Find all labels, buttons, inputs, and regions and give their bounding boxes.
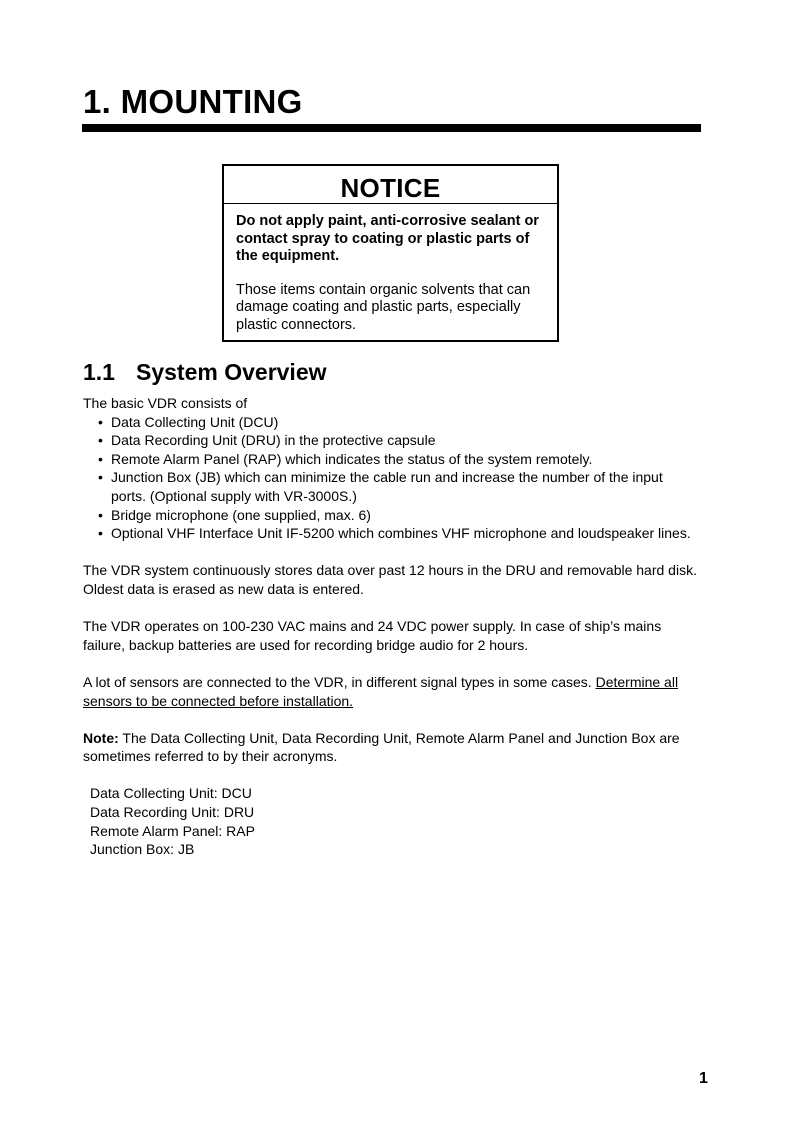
list-item: • Junction Box (JB) which can minimize the cable run and increase the number of the input ports. (Optional supply with VR-3000S.) [98, 468, 698, 505]
list-item: • Optional VHF Interface Unit IF-5200 which combines VHF microphone and loudspeaker lines. [98, 524, 698, 543]
page-body [83, 394, 698, 859]
note-paragraph [83, 729, 698, 766]
list-item: • Data Recording Unit (DRU) in the protective capsule [98, 431, 698, 450]
acronym-item: Data Recording Unit: DRU [90, 804, 255, 821]
note-text: The Data Collecting Unit, Data Recording Unit, Remote Alarm Panel and Junction Box are sometimes referred to by their acronyms. [83, 729, 680, 765]
notice-warning-text: Do not apply paint, anti-corrosive sealant or contact spray to coating or plastic parts of the equipment. [236, 213, 539, 264]
sensors-instruction: Determine all sensors to be connected before installation. [83, 673, 679, 709]
chapter-title: 1. MOUNTING [83, 83, 303, 120]
section-number: 1.1 [83, 359, 115, 385]
acronym-item: Junction Box: JB [90, 841, 195, 858]
storage-paragraph: The VDR system continuously stores data over past 12 hours in the DRU and removable hard disk. Oldest data is erased as new data is entered. [83, 562, 697, 597]
section-heading [83, 358, 327, 386]
note-label: Note: [83, 729, 119, 746]
acronym-list [83, 784, 698, 858]
notice-explanation-text: Those items contain organic solvents that can damage coating and plastic parts, especially plastic connectors. [236, 281, 531, 333]
acronym-item: Data Collecting Unit: DCU [90, 785, 252, 802]
sensors-text: A lot of sensors are connected to the VDR, in different signal types in some cases. [83, 673, 596, 690]
notice-title: NOTICE [224, 166, 557, 204]
notice-box [222, 164, 559, 342]
section-title: System Overview [136, 359, 327, 385]
component-list [83, 413, 698, 543]
sensors-paragraph [83, 673, 698, 710]
chapter-title-rule [82, 124, 701, 132]
list-item: • Bridge microphone (one supplied, max. 6) [98, 506, 698, 525]
page-number: 1 [699, 1070, 708, 1087]
power-paragraph: The VDR operates on 100-230 VAC mains and 24 VDC power supply. In case of ship’s mains failure, backup batteries are used for recording bridge audio for 2 hours. [83, 618, 662, 653]
acronym-item: Remote Alarm Panel: RAP [90, 822, 255, 839]
intro-text: The basic VDR consists of [83, 395, 248, 411]
list-item: • Remote Alarm Panel (RAP) which indicates the status of the system remotely. [98, 450, 698, 469]
list-item: • Data Collecting Unit (DCU) [98, 413, 698, 432]
